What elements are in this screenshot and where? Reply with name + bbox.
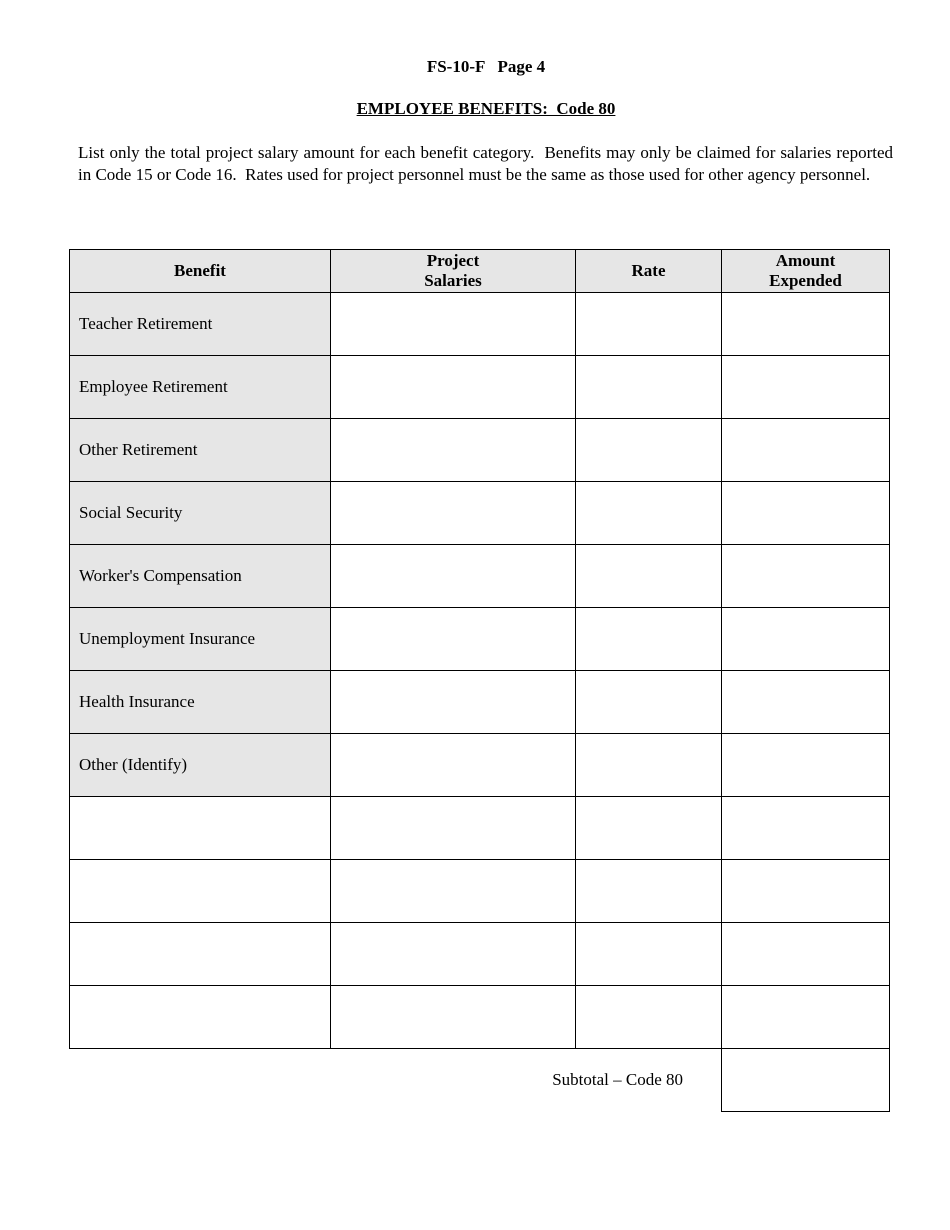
amount-expended-field[interactable]: [722, 608, 890, 671]
rate-field[interactable]: [576, 797, 722, 860]
benefit-entry-field[interactable]: [70, 986, 331, 1049]
benefit-entry-field[interactable]: [70, 923, 331, 986]
rate-field[interactable]: [576, 608, 722, 671]
table-row: [70, 482, 890, 545]
table-row: [70, 419, 890, 482]
amount-expended-field[interactable]: [722, 482, 890, 545]
benefit-entry-field[interactable]: [70, 860, 331, 923]
rate-field[interactable]: [576, 356, 722, 419]
amount-expended-field[interactable]: [722, 734, 890, 797]
table-row: [70, 608, 890, 671]
subtotal-label: Subtotal – Code 80: [70, 1049, 722, 1112]
table-header-row: [70, 250, 890, 293]
subtotal-amount-field[interactable]: [722, 1049, 890, 1112]
rate-field[interactable]: [576, 923, 722, 986]
table-row: [70, 923, 890, 986]
project-salaries-field[interactable]: [331, 923, 576, 986]
amount-expended-field[interactable]: [722, 986, 890, 1049]
amount-expended-field[interactable]: [722, 923, 890, 986]
rate-field[interactable]: [576, 545, 722, 608]
project-salaries-field[interactable]: [331, 797, 576, 860]
project-salaries-field[interactable]: [331, 734, 576, 797]
column-header-amount-expended: Amount Expended: [722, 250, 890, 293]
benefit-label: Health Insurance: [70, 671, 331, 734]
project-salaries-field[interactable]: [331, 608, 576, 671]
rate-field[interactable]: [576, 734, 722, 797]
table-row: [70, 671, 890, 734]
table-row: [70, 545, 890, 608]
rate-field[interactable]: [576, 860, 722, 923]
project-salaries-field[interactable]: [331, 482, 576, 545]
column-header-rate: Rate: [576, 250, 722, 293]
amount-expended-field[interactable]: [722, 797, 890, 860]
benefit-label: Other (Identify): [70, 734, 331, 797]
benefit-label: Social Security: [70, 482, 331, 545]
rate-field[interactable]: [576, 986, 722, 1049]
project-salaries-field[interactable]: [331, 356, 576, 419]
benefit-entry-field[interactable]: [70, 797, 331, 860]
amount-expended-field[interactable]: [722, 860, 890, 923]
project-salaries-field[interactable]: [331, 545, 576, 608]
benefit-label: Teacher Retirement: [70, 293, 331, 356]
benefit-label: Other Retirement: [70, 419, 331, 482]
instructions-paragraph: List only the total project salary amount for each benefit category. Benefits may only be claimed for salaries reported in Code 15 or Code 16. Rates used for project personnel must be the same as those used for other agency personnel.: [78, 143, 898, 184]
table-row: [70, 734, 890, 797]
project-salaries-field[interactable]: [331, 419, 576, 482]
benefit-label: Worker's Compensation: [70, 545, 331, 608]
amount-expended-field[interactable]: [722, 419, 890, 482]
table-row: [70, 293, 890, 356]
rate-field[interactable]: [576, 293, 722, 356]
benefit-label: Unemployment Insurance: [70, 608, 331, 671]
project-salaries-field[interactable]: [331, 986, 576, 1049]
benefit-label: Employee Retirement: [70, 356, 331, 419]
subtotal-row: [70, 1049, 890, 1112]
rate-field[interactable]: [576, 482, 722, 545]
project-salaries-field[interactable]: [331, 671, 576, 734]
table-row: [70, 860, 890, 923]
rate-field[interactable]: [576, 671, 722, 734]
column-header-benefit: Benefit: [70, 250, 331, 293]
amount-expended-field[interactable]: [722, 545, 890, 608]
rate-field[interactable]: [576, 419, 722, 482]
amount-expended-field[interactable]: [722, 293, 890, 356]
form-page-header: FS-10-F Page 4: [426, 57, 546, 76]
table-row: [70, 797, 890, 860]
benefits-table: [69, 249, 890, 1112]
page-title: EMPLOYEE BENEFITS: Code 80: [356, 99, 616, 118]
project-salaries-field[interactable]: [331, 860, 576, 923]
amount-expended-field[interactable]: [722, 356, 890, 419]
benefit-rows: [70, 293, 890, 1049]
column-header-project-salaries: Project Salaries: [331, 250, 576, 293]
amount-expended-field[interactable]: [722, 671, 890, 734]
table-row: [70, 356, 890, 419]
table-row: [70, 986, 890, 1049]
project-salaries-field[interactable]: [331, 293, 576, 356]
